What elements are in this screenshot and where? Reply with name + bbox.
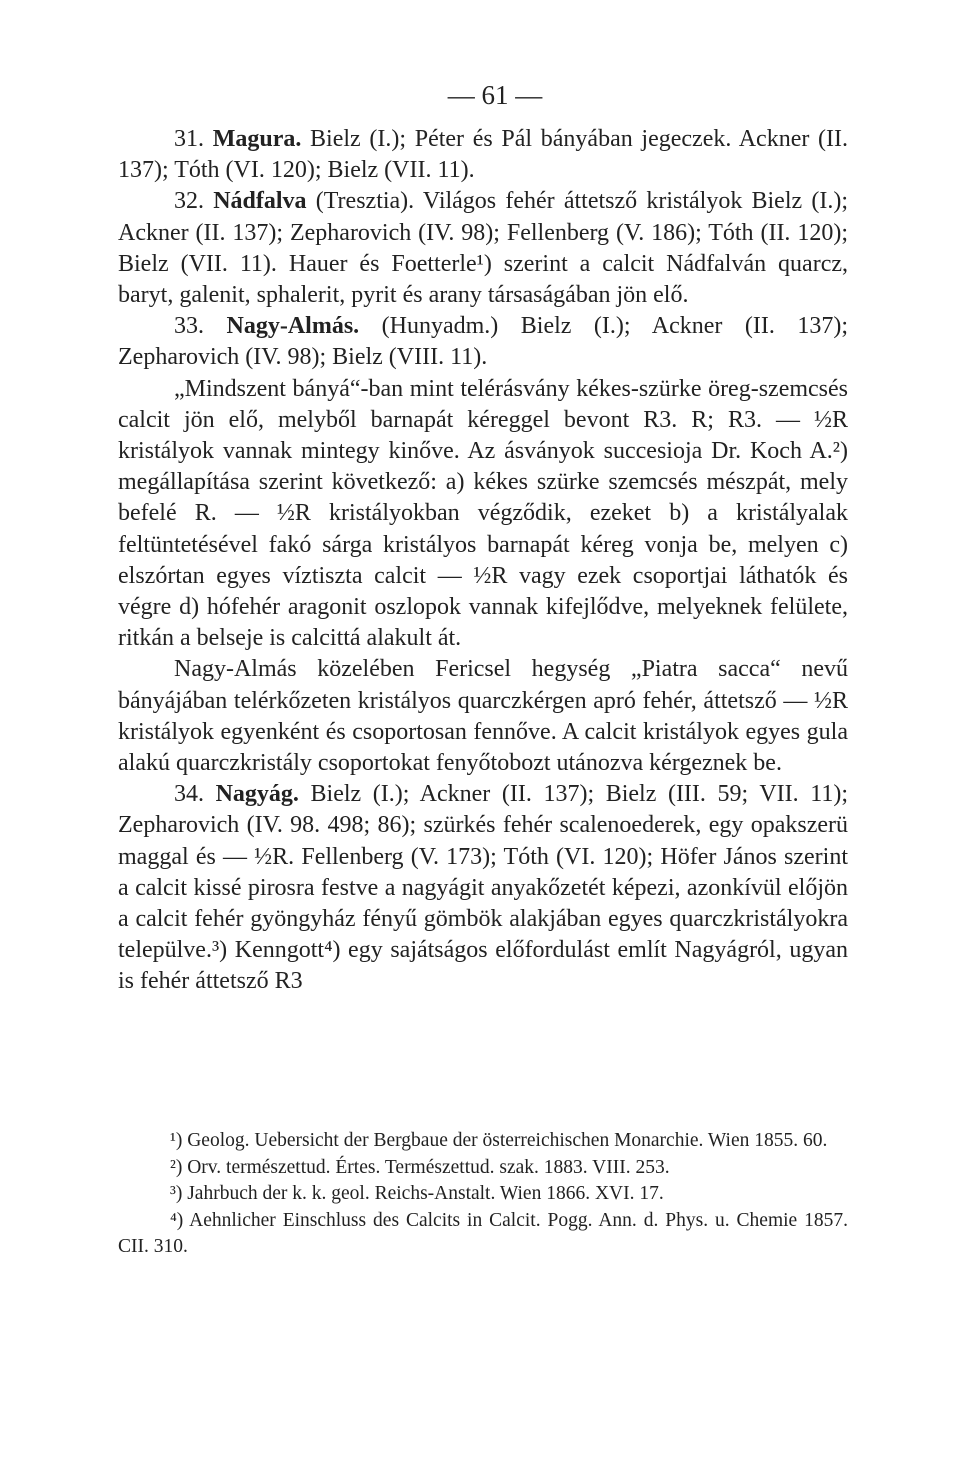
entry-text: (Tresztia). Világos fehér áttetsző kristályok Bielz (I.); Ackner (II. 137); Zepharovich (IV. 98); Fellenberg (V. 186); Tóth (II. 120); Bielz (VII. 11). Hauer és Foetterle¹) szerint a calcit Nádfalván quarcz, baryt, galenit, sphalerit, pyrit és arany társaságában jön elő. [118,188,848,309]
paragraph-entry-33 [118,311,848,373]
paragraph-entry-34 [118,779,848,997]
body-text [118,124,848,998]
locality-name: Nagy-Almás. [226,313,360,340]
footnote-4: ⁴) Aehnlicher Einschluss des Calcits in Calcit. Pogg. Ann. d. Phys. u. Chemie 1857. CII. 310. [118,1209,848,1257]
paragraph-fericsel [118,654,848,779]
footnotes [118,1128,848,1261]
entry-number: 32. [174,188,204,215]
footnote-1: ¹) Geolog. Uebersicht der Bergbaue der österreichischen Monarchie. Wien 1855. 60. [170,1130,828,1151]
paragraph-mindszent [118,374,848,655]
entry-number: 33. [174,313,204,340]
paragraph-entry-32 [118,186,848,311]
entry-text: Bielz (I.); Péter és Pál bányában jegeczek. Ackner (II. 137); Tóth (VI. 120); Bielz (VII. 11). [118,126,849,184]
entry-text: (Hunyadm.) Bielz (I.); Ackner (II. 137); Zepharovich (IV. 98); Bielz (VIII. 11). [118,313,849,371]
entry-text: Nagy-Almás közelében Fericsel hegység „Piatra sacca“ nevű bányájában telérkőzeten kristályos quarczkérgen apró fehér, áttetsző — ½R kristályok egyenként és csoportosan fennőve. A calcit kristályok egyes gula alakú quarczkristály csoportokat fenyőtobozt utánozva kérgeznek be. [118,656,848,777]
entry-number: 31. [174,126,204,152]
locality-name: Magura. [212,126,302,152]
page-number: — 61 — [447,80,543,110]
footnote-2: ²) Orv. természettud. Értes. Természettud. szak. 1883. VIII. 253. [170,1156,670,1178]
locality-name: Nádfalva [213,188,307,215]
footnote-3: ³) Jahrbuch der k. k. geol. Reichs-Anstalt. Wien 1866. XVI. 17. [170,1183,664,1204]
locality-name: Nagyág. [215,781,299,808]
paragraph-entry-31 [118,124,848,186]
entry-number: 34. [174,781,204,808]
entry-text: Bielz (I.); Ackner (II. 137); Bielz (III. 59; VII. 11); Zepharovich (IV. 98. 498; 86); szürkés fehér scalenoederek, egy opakszerü maggal és — ½R. Fellenberg (V. 173); Tóth (VI. 120); Höfer János szerint a calcit kissé pirosra festve a nagyágit anyakőzetét képezi, azonkívül előjön a calcit fehér gyöngyház fényű gömbök alakjában egyes quarczkristályokra települve.³) Kenngott⁴) egy sajátságos előfordulást említ Nagyágról, ugyan is fehér áttetsző R3 [118,781,849,995]
entry-text: „Mindszent bányá“-ban mint telérásvány kékes-szürke öreg-szemcsés calcit jön elő, melyből barnapát kéreggel bevont R3. R; R3. — ½R kristályok vannak mintegy kinőve. Az ásványok succesioja Dr. Koch A.²) megállapítása szerint következő: a) kékes szürke szemcsés mészpát, mely befelé R. — ½R kristályokban végződik, ezeket b) a kristályalak feltüntetésével fakó sárga kristályos barnapát kéreg vonja be, melyen c) elszórtan egyes víztiszta calcit — ½R vagy ezek csoportjai láthatók és végre d) hófehér aragonit oszlopok vannak kifejlődve, melyeknek felülete, ritkán a belseje is calcittá alakult át. [118,375,848,652]
